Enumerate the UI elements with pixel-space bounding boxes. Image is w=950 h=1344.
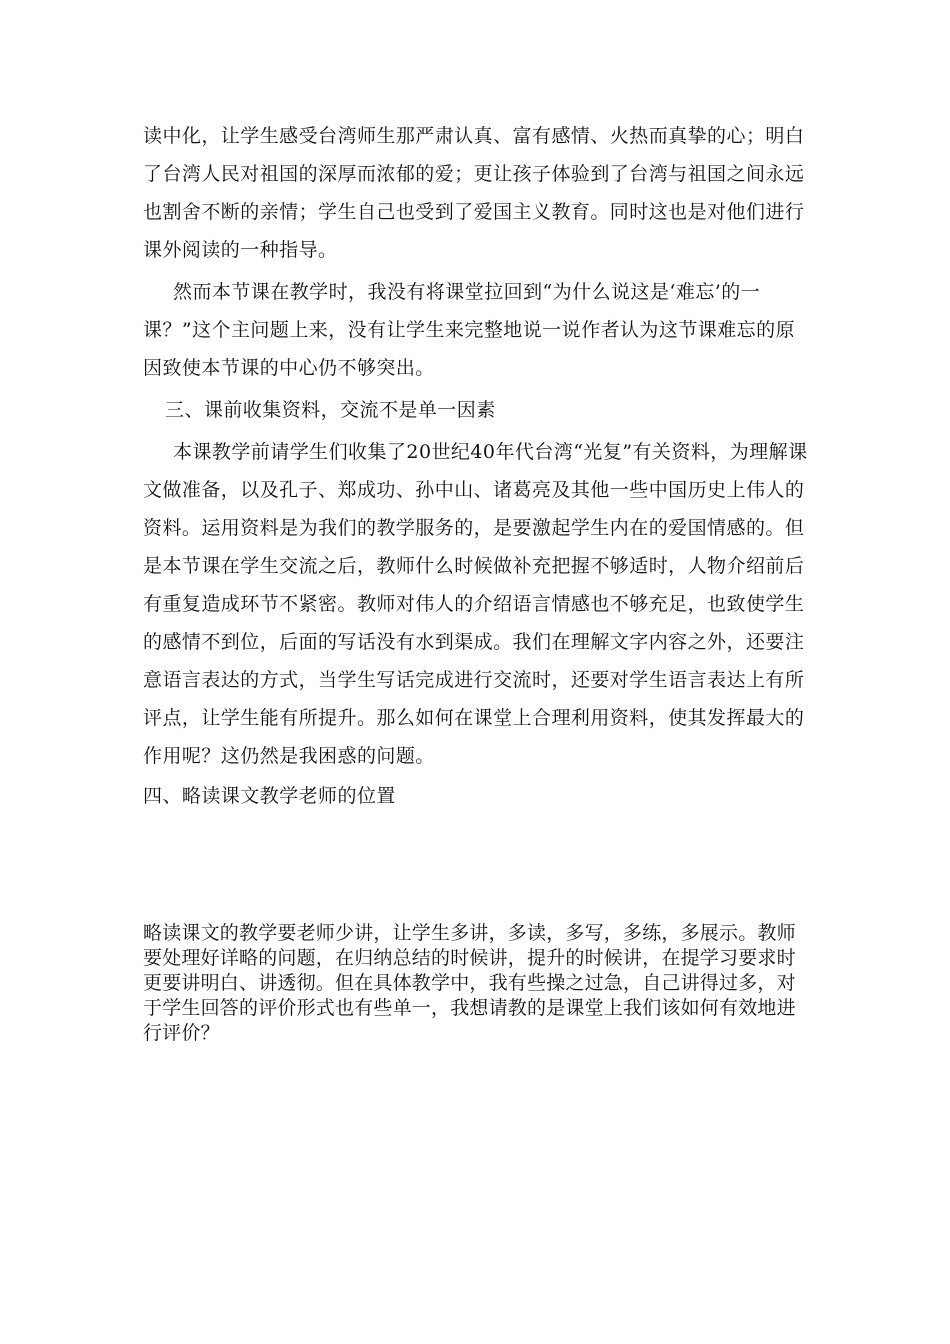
section-heading-4: 四、略读课文教学老师的位置: [143, 785, 396, 807]
paragraph-shortcoming: 然而本节课在教学时，我没有将课堂拉回到“为什么说这是‘难忘’的一课？”这个主问题上来，没有让学生来完整地说一说作者认为这节课难忘的原因致使本节课的中心仍不够突出。: [143, 281, 796, 379]
paragraph-materials: 本课教学前请学生们收集了20世纪40年代台湾“光复”有关资料，为理解课文做准备，以及孔子、郑成功、孙中山、诸葛亮及其他一些中国历史上伟人的资料。运用资料是为我们的教学服务的，是要激起学生内在的爱国情感的。但是本节课在学生交流之后，教师什么时候做补充把握不够适时，人物介绍前后有重复造成环节不紧密。教师对伟人的介绍语言情感也不够充足，也致使学生的感情不到位，后面的写话没有水到渠成。我们在理解文字内容之外，还要注意语言表达的方式，当学生写话完成进行交流时，还要对学生语言表达上有所评点，让学生能有所提升。那么如何在课堂上合理利用资料，使其发挥最大的作用呢？这仍然是我困惑的问题。: [143, 441, 808, 767]
paragraph-intro-continuation: 读中化，让学生感受台湾师生那严肃认真、富有感情、火热而真挚的心；明白了台湾人民对祖国的深厚而浓郁的爱；更让孩子体验到了台湾与祖国之间永远也割舍不断的亲情；学生自己也受到了爱国主义教育。同时这也是对他们进行课外阅读的一种指导。: [143, 125, 805, 261]
reflection-body: [143, 117, 811, 815]
paragraph-teacher-role: 略读课文的教学要老师少讲，让学生多讲，多读，多写，多练，多展示。教师要处理好详略的问题，在归纳总结的时候讲，提升的时候讲，在提学习要求时更要讲明白、讲透彻。但在具体教学中，我有些操之过急，自己讲得过多，对于学生回答的评价形式也有些单一，我想请教的是课堂上我们该如何有效地进行评价？: [143, 922, 796, 1044]
closing-section: [143, 921, 811, 1046]
section-heading-3: 三、课前收集资料，交流不是单一因素: [165, 399, 496, 421]
